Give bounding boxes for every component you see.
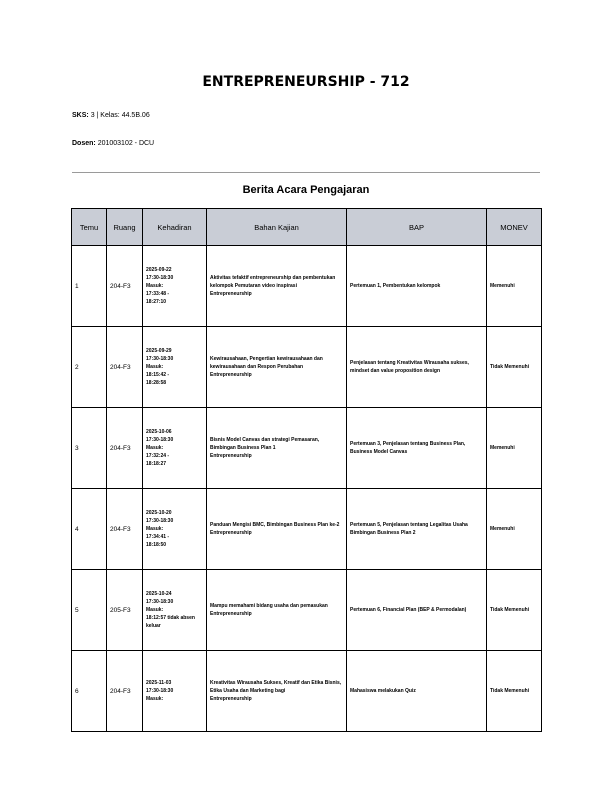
cell-ruang: 205-F3 <box>107 570 143 651</box>
cell-monev: Tidak Memenuhi <box>487 327 542 408</box>
cell-monev: Tidak Memenuhi <box>487 570 542 651</box>
cell-bap: Pertemuan 3, Penjelasan tentang Business Plan, Business Model Canvas <box>347 408 487 489</box>
dosen-line <box>72 140 154 147</box>
header-monev: MONEV <box>487 209 542 246</box>
cell-temu: 5 <box>72 570 107 651</box>
dosen-value: 201003102 - DCU <box>97 140 155 147</box>
cell-kehadiran: 2025-10-24 17:30-18:30 Masuk: 18:12:57 tidak absen keluar <box>143 570 207 651</box>
header-ruang: Ruang <box>107 209 143 246</box>
cell-temu: 4 <box>72 489 107 570</box>
cell-bap: Pertemuan 6, Financial Plan (BEP & Permodalan) <box>347 570 487 651</box>
cell-bahan-kajian: Kewirausahaan, Pengertian kewirausahaan dan kewirausahaan dan Respon Perubahan Entrepreneurship <box>207 327 347 408</box>
cell-temu: 2 <box>72 327 107 408</box>
header-temu: Temu <box>72 209 107 246</box>
cell-monev: Tidak Memenuhi <box>487 651 542 732</box>
cell-kehadiran: 2025-09-29 17:30-18:30 Masuk: 18:15:42 - 18:28:58 <box>143 327 207 408</box>
course-title: ENTREPRENEURSHIP - 712 <box>202 74 410 90</box>
cell-bahan-kajian: Bisnis Model Canvas dan strategi Pemasaran, Bimbingan Business Plan 1 Entrepreneurship <box>207 408 347 489</box>
cell-bahan-kajian: Mampu memahami bidang usaha dan pemasukan Entrepreneurship <box>207 570 347 651</box>
table-row <box>72 408 542 489</box>
cell-ruang: 204-F3 <box>107 246 143 327</box>
cell-bahan-kajian: Panduan Mengisi BMC, Bimbingan Business Plan ke-2 Entrepreneurship <box>207 489 347 570</box>
cell-temu: 6 <box>72 651 107 732</box>
cell-monev: Memenuhi <box>487 246 542 327</box>
table-row <box>72 246 542 327</box>
cell-temu: 1 <box>72 246 107 327</box>
cell-bap: Penjelasan tentang Kreativitas Wirausaha sukses, mindset dan value proposition design <box>347 327 487 408</box>
cell-kehadiran: 2025-09-22 17:30-18:30 Masuk: 17:33:48 - 18:27:10 <box>143 246 207 327</box>
cell-monev: Memenuhi <box>487 408 542 489</box>
header-bahan-kajian: Bahan Kajian <box>207 209 347 246</box>
cell-kehadiran: 2025-10-06 17:30-18:30 Masuk: 17:32:24 - 18:18:27 <box>143 408 207 489</box>
table-row <box>72 570 542 651</box>
cell-bap: Pertemuan 5, Penjelasan tentang Legalitas Usaha Bimbingan Business Plan 2 <box>347 489 487 570</box>
cell-bahan-kajian: Aktivitas tefaktif entrepreneurship dan pembentukan kelompok Pemutaran video inspirasi Entrepreneurship <box>207 246 347 327</box>
cell-temu: 3 <box>72 408 107 489</box>
cell-kehadiran: 2025-10-20 17:30-18:30 Masuk: 17:34:41 - 18:18:50 <box>143 489 207 570</box>
sks-kelas-line <box>72 112 150 119</box>
table-row <box>72 651 542 732</box>
cell-kehadiran: 2025-11-03 17:30-18:30 Masuk: <box>143 651 207 732</box>
cell-ruang: 204-F3 <box>107 408 143 489</box>
header-bap: BAP <box>347 209 487 246</box>
cell-monev: Memenuhi <box>487 489 542 570</box>
table-header-row <box>72 209 542 246</box>
bap-table <box>71 208 542 732</box>
cell-bap: Pertemuan 1, Pembentukan kelompok <box>347 246 487 327</box>
dosen-label: Dosen: <box>72 140 96 147</box>
section-title: Berita Acara Pengajaran <box>242 184 370 196</box>
cell-bap: Mahasiswa melakukan Quiz <box>347 651 487 732</box>
header-kehadiran: Kehadiran <box>143 209 207 246</box>
cell-ruang: 204-F3 <box>107 327 143 408</box>
sks-value: 3 | Kelas: 44.5B.06 <box>90 112 150 119</box>
cell-ruang: 204-F3 <box>107 651 143 732</box>
divider <box>72 172 540 173</box>
table-row <box>72 489 542 570</box>
cell-ruang: 204-F3 <box>107 489 143 570</box>
sks-label: SKS: <box>72 112 89 119</box>
cell-bahan-kajian: Kreativitas Wirausaha Sukses, Kreatif dan Etika Bisnis, Etika Usaha dan Marketing bagi Entrepreneurship <box>207 651 347 732</box>
table-row <box>72 327 542 408</box>
